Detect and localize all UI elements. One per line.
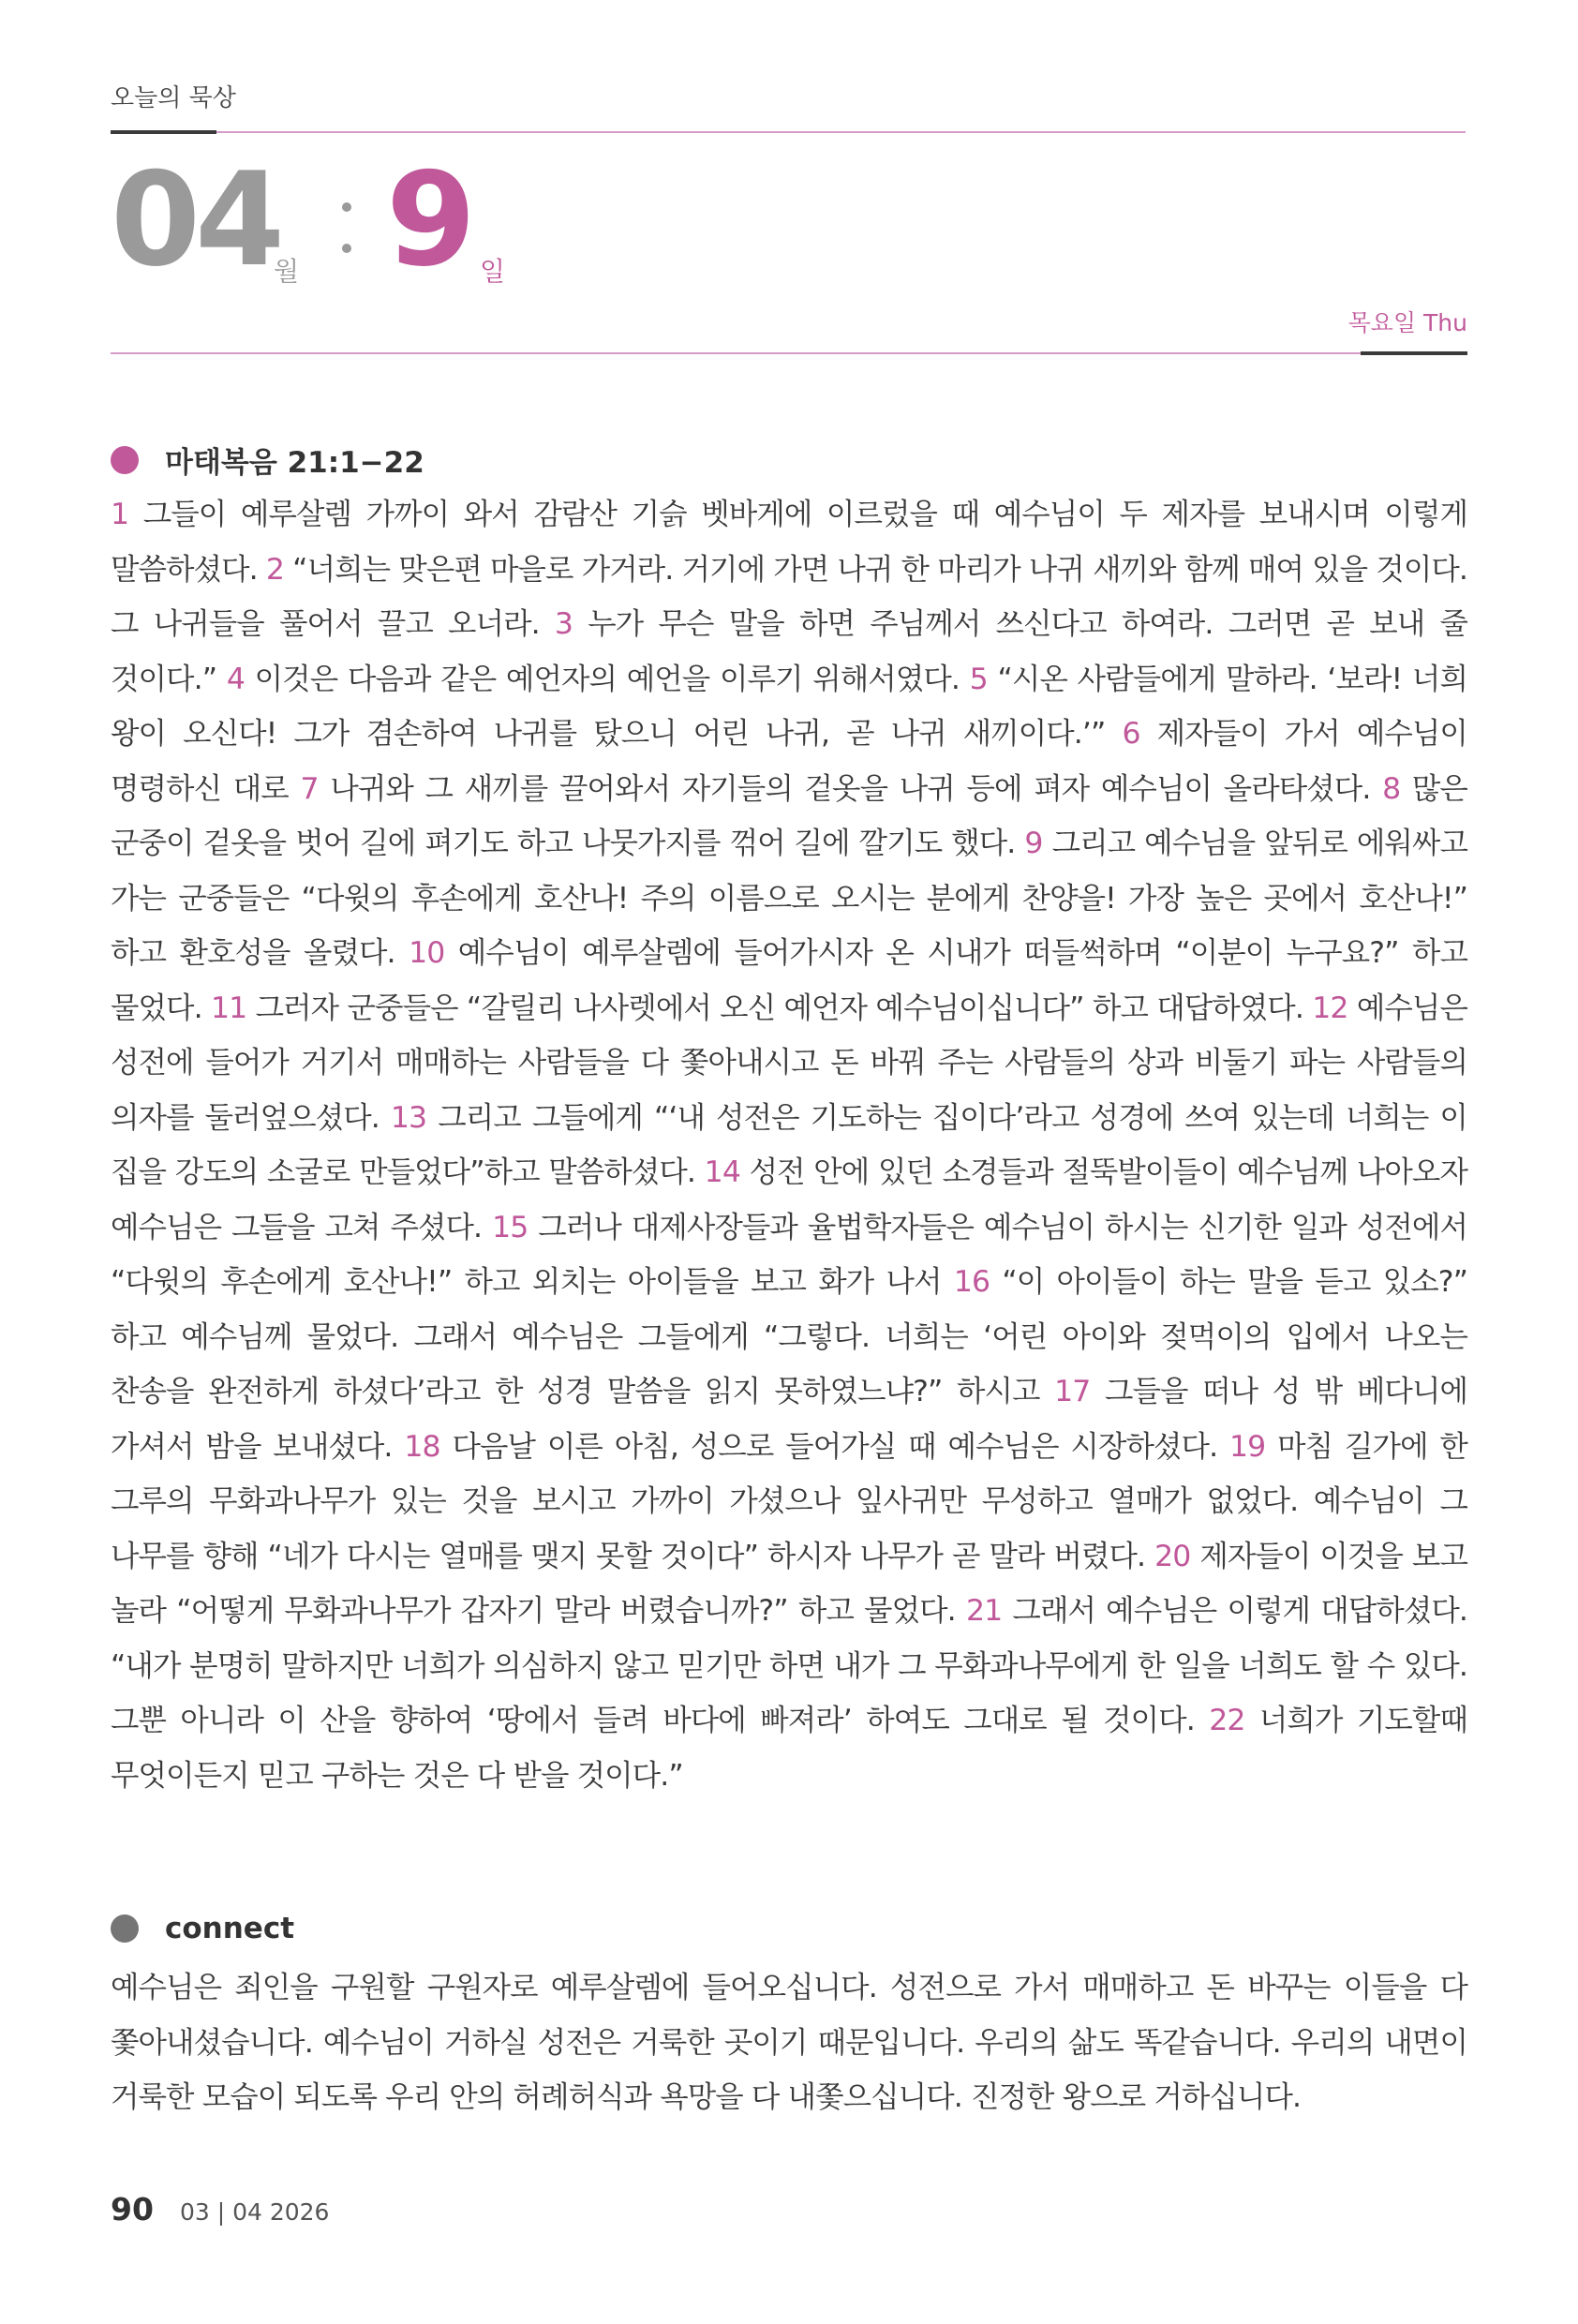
connect-title: connect — [165, 1912, 295, 1945]
verse-text: 나귀와 그 새끼를 끌어와서 자기들의 겉옷을 나귀 등에 펴자 예수님이 올라타셨다. — [330, 771, 1371, 806]
verse-number: 5 — [969, 662, 988, 696]
verse-number: 9 — [1024, 827, 1043, 860]
verse-text: “너희는 맞은편 마을로 가거라. 거기에 가면 나귀 한 마리가 나귀 새끼와 함께 매여 있을 것이다. 그 나귀들을 풀어서 끌고 오너라. — [111, 552, 1467, 641]
verse-text: 그리고 그들에게 “‘내 성전은 기도하는 집이다’라고 성경에 쓰여 있는데 너희는 이 집을 강도의 소굴로 만들었다”하고 말씀하셨다. — [111, 1100, 1467, 1189]
date-weekday: 목요일 Thu — [1347, 309, 1467, 336]
verse-text: 제자들이 가서 예수님이 명령하신 대로 — [111, 717, 1467, 806]
header-divider-accent — [111, 130, 216, 134]
verse-text: 예수님은 성전에 들어가 거기서 매매하는 사람들을 다 쫓아내시고 돈 바꿔 주는 사람들의 상과 비둘기 파는 사람들의 의자를 둘러엎으셨다. — [111, 991, 1467, 1135]
verse-text: 다음날 이른 아침, 성으로 들어가실 때 예수님은 시장하셨다. — [452, 1429, 1218, 1464]
date-day-unit: 일 — [480, 256, 506, 287]
verse-text: 제자들이 이것을 보고 놀라 “어떻게 무화과나무가 갑자기 말라 버렸습니까?” 하고 물었다. — [111, 1539, 1467, 1628]
verse-number: 14 — [704, 1155, 740, 1189]
verse-number: 1 — [111, 498, 129, 531]
verse-text: 그래서 예수님은 이렇게 대답하셨다. “내가 분명히 말하지만 너희가 의심하지 않고 믿기만 하면 내가 그 무화과나무에게 한 일을 너희도 할 수 있다. 그뿐 아니라 이 산을 향하여 ‘땅에서 들려 바다에 빠져라’ 하여도 그대로 될 것이다. — [111, 1594, 1467, 1737]
verse-number: 11 — [211, 991, 247, 1025]
verse-text: 누가 무슨 말을 하면 주님께서 쓰신다고 하여라. 그러면 곧 보내 줄 것이다.” — [111, 607, 1467, 696]
verse-text: 이것은 다음과 같은 예언자의 예언을 이루기 위해서였다. — [254, 662, 960, 696]
verse-number: 12 — [1312, 991, 1348, 1025]
page-number: 90 — [111, 2191, 154, 2227]
date-month: 04 — [111, 144, 280, 295]
verse-number: 10 — [409, 936, 445, 970]
verse-number: 7 — [300, 771, 319, 806]
bullet-icon — [111, 1914, 139, 1943]
verse-number: 13 — [390, 1100, 427, 1135]
verse-number: 20 — [1154, 1539, 1191, 1573]
verse-text: 마침 길가에 한 그루의 무화과나무가 있는 것을 보시고 가까이 가셨으나 잎사귀만 무성하고 열매가 없었다. 예수님이 그 나무를 향해 “네가 다시는 열매를 맺지 못할 것이다” 하시자 나무가 곧 말라 버렸다. — [111, 1429, 1467, 1573]
verse-number: 19 — [1229, 1429, 1266, 1464]
date-month-unit: 월 — [274, 256, 300, 287]
verse-number: 17 — [1054, 1375, 1091, 1408]
verse-text: 그들을 떠나 성 밖 베다니에 가셔서 밤을 보내셨다. — [111, 1375, 1467, 1464]
issue-date: 03 | 04 2026 — [179, 2198, 330, 2226]
verse-text: 그들이 예루살렘 가까이 와서 감람산 기슭 벳바게에 이르렀을 때 예수님이 두 제자를 보내시며 이렇게 말씀하셨다. — [111, 498, 1467, 587]
date-divider-accent — [1361, 351, 1467, 355]
verse-number: 21 — [965, 1594, 1003, 1628]
verse-text: 그러자 군중들은 “갈릴리 나사렛에서 오신 예언자 예수님이십니다” 하고 대답하였다. — [255, 991, 1303, 1025]
header-divider — [216, 131, 1466, 133]
verse-number: 6 — [1122, 717, 1140, 751]
verse-number: 8 — [1382, 771, 1401, 806]
verse-text: 너희가 기도할때 무엇이든지 믿고 구하는 것은 다 받을 것이다.” — [111, 1704, 1467, 1793]
verse-text: “시온 사람들에게 말하라. ‘보라! 너희 왕이 오신다! 그가 겸손하여 나귀를 탔으니 어린 나귀, 곧 나귀 새끼이다.’” — [111, 662, 1467, 751]
passage-heading — [111, 439, 424, 481]
page-footer — [111, 2191, 329, 2227]
date-divider — [111, 352, 1361, 354]
connect-heading — [111, 1912, 294, 1945]
verse-number: 18 — [404, 1429, 440, 1464]
bullet-icon — [111, 446, 139, 474]
passage-title: 마태복음 21:1−22 — [165, 446, 424, 480]
verse-number: 2 — [265, 552, 285, 587]
verse-number: 16 — [953, 1265, 990, 1299]
passage-body — [111, 487, 1467, 1803]
connect-text: 예수님은 죄인을 구원할 구원자로 예루살렘에 들어오십니다. 성전으로 가서 매매하고 돈 바꾸는 이들을 다 쫓아내셨습니다. 예수님이 거하실 성전은 거룩한 곳이기 때문입니다. 우리의 삶도 똑같습니다. 우리의 내면이 거룩한 모습이 되도록 우리 안의 허례허식과 욕망을 다 내쫓으십니다. 진정한 왕으로 거하십니다. — [111, 1971, 1467, 2114]
verse-text: “이 아이들이 하는 말을 듣고 있소?” 하고 예수님께 물었다. 그래서 예수님은 그들에게 “그렇다. 너희는 ‘어린 아이와 젖먹이의 입에서 나오는 찬송을 완전하게 하셨다’라고 한 성경 말씀을 읽지 못하였느냐?” 하시고 — [111, 1265, 1467, 1408]
verse-number: 15 — [492, 1210, 528, 1244]
verse-text: 많은 군중이 겉옷을 벗어 길에 펴기도 하고 나뭇가지를 꺾어 길에 깔기도 했다. — [111, 771, 1467, 860]
date-separator — [339, 195, 354, 262]
verse-text: 예수님이 예루살렘에 들어가시자 온 시내가 떠들썩하며 “이분이 누구요?” 하고 물었다. — [111, 936, 1467, 1025]
verse-number: 3 — [554, 607, 573, 641]
verse-number: 4 — [226, 662, 245, 696]
verse-text: 그러나 대제사장들과 율법학자들은 예수님이 하시는 신기한 일과 성전에서 “다윗의 후손에게 호산나!” 하고 외치는 아이들을 보고 화가 나서 — [111, 1210, 1467, 1299]
section-label: 오늘의 묵상 — [111, 84, 236, 112]
verse-text: 성전 안에 있던 소경들과 절뚝발이들이 예수님께 나아오자 예수님은 그들을 고쳐 주셨다. — [111, 1155, 1467, 1244]
verse-number: 22 — [1209, 1704, 1245, 1737]
verse-text: 그리고 예수님을 앞뒤로 에워싸고 가는 군중들은 “다윗의 후손에게 호산나! 주의 이름으로 오시는 분에게 찬양을! 가장 높은 곳에서 호산나!” 하고 환호성을 올렸다. — [111, 827, 1467, 970]
date-day: 9 — [386, 144, 477, 295]
